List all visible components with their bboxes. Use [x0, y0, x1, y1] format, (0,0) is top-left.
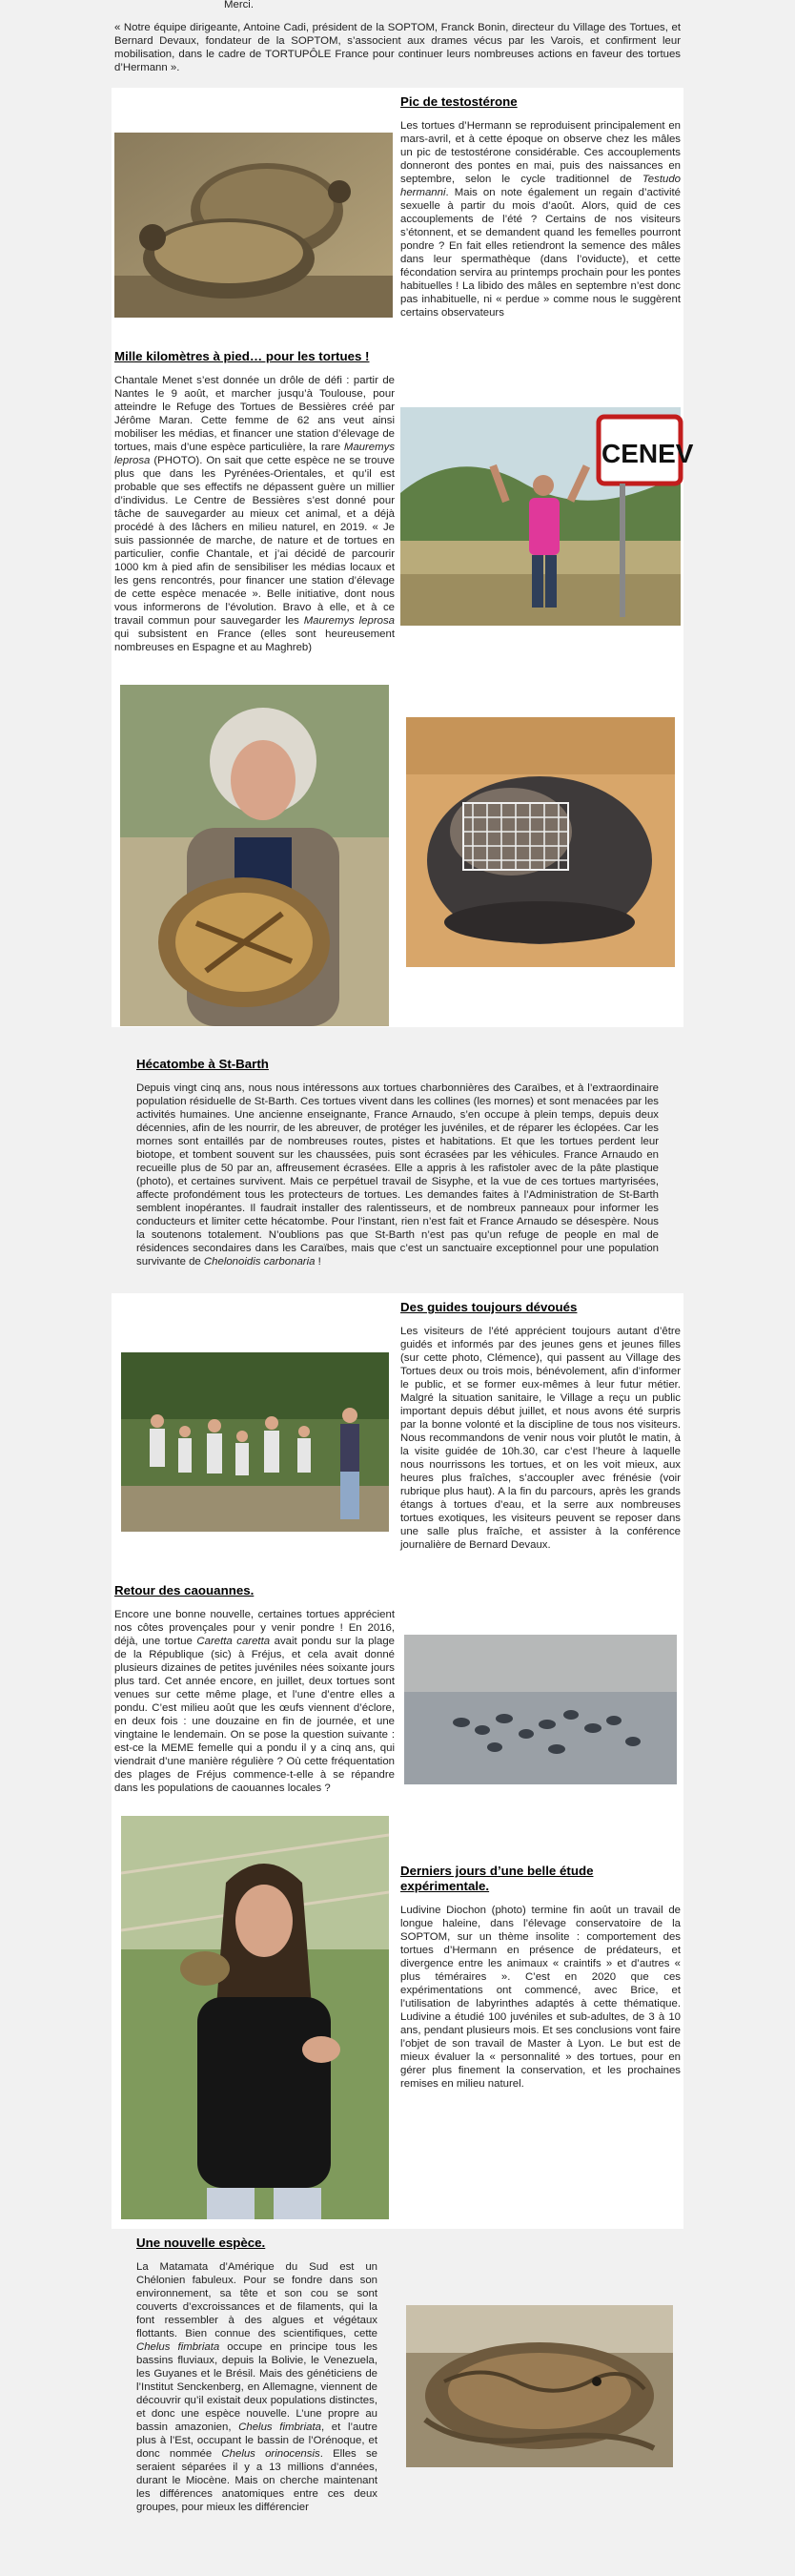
testosterone-article [400, 94, 681, 319]
etude-title: Derniers jours d’une belle étude expérimentale. [400, 1864, 594, 1893]
tortoise-mating-photo [114, 133, 393, 318]
caouannes-title: Retour des caouannes. [114, 1583, 255, 1597]
mille-km-title: Mille kilomètres à pied… pour les tortues ! [114, 349, 370, 363]
species-name: Chelus fimbriata [136, 2341, 220, 2353]
species-name: Mauremys leprosa [114, 442, 396, 466]
hatchlings-beach-photo [404, 1635, 677, 1784]
woman-holding-tortoise-photo [120, 685, 389, 1026]
hecatombe-body: Depuis vingt cinq ans, nous nous intéressons aux tortues charbonnières des Caraïbes, et à l’extraordinaire population résiduelle de St-Barth. Ces tortues vivent dans les collines (les mornes) et sont menacées par les activités humaines. Une ancienne enseignante, France Arnaudo, s’en occupe à plein temps, depuis deux décennies, afin de les nourrir, de les abreuver, de protéger les juvéniles, et de réparer les éclopées. Car les mornes sont entaillés par de nombreuses routes, pistes et habitations. Et que les tortues perdent leur biotope, et tombent souvent sur les chaussées, puis sont écrasées par les véhicules. France Arnaudo en recueille plus de 50 par an, affreusement écrasées. Elle a appris à les rafistoler avec de la pâte plastique (photo), et certaines survivent. Mais ce perpétuel travail de Sisyphe, et la vue de ces tortues martyrisées, affecte profondément tous les protecteurs de tortues. Les demandes faites à l’Administration de St-Barth semblent inopérantes. Il faudrait installer des ralentisseurs, et de nombreux panneaux pour informer les conducteurs et limiter cette hécatombe. Pour l’instant, rien n’est fait et France Arnaudo se désespère. Nous la soutenons totalement. N’oublions pas que St-Barth n’est pas qu’un refuge de people en mal de résidences secondaires dans les Caraïbes, mais que c’est un sanctuaire exceptionnel pour une population survivante de Chelonoidis carbonaria ! [136, 1082, 659, 1267]
merci-text: Merci. [224, 0, 255, 10]
hecatombe-title: Hécatombe à St-Barth [136, 1057, 269, 1071]
walker-sign-photo [400, 407, 694, 626]
guides-title: Des guides toujours dévoués [400, 1300, 578, 1314]
species-name: Mauremys leprosa [303, 615, 395, 627]
guides-article [400, 1300, 681, 1552]
testosterone-title: Pic de testostérone [400, 94, 518, 109]
species-name: Caretta caretta [196, 1636, 271, 1647]
species-name: Testudo hermanni [400, 174, 681, 198]
espece-title: Une nouvelle espèce. [136, 2236, 266, 2250]
researcher-holding-tortoise-photo [121, 1816, 389, 2219]
mille-km-body: Chantale Menet s’est donnée un drôle de défi : partir de Nantes le 9 août, et marcher jusqu’à Toulouse, pour atteindre le Refuge des Tortues de Bessières créé par Jérôme Maran. Cette femme de 62 ans veut ainsi mobiliser les médias, et financer une station d’élevage de tortues, mais d’une espèce particulière, la rare Mauremys leprosa (PHOTO). On sait que cette espèce ne se trouve plus que dans les Pyrénées-Orientales, et qu’il est probable que ses effectifs ne dépassent guère un millier d’individus. Le Centre de Bessières s’est donné pour tâche de sauvegarder au mieux cet animal, et a déjà procédé à des lâchers en milieu naturel, en 2019. « Je suis passionnée de marche, de nature et de tortues en particulier, confie Chantale, et j’ai décidé de parcourir 1000 km à pied afin de sensibiliser les médias locaux et les gens rencontrés, pour financer une station d’élevage de cette espèce menacée ». Belle initiative, dont nous vous informerons de l’évolution. Bravo à elle, et à ce travail commun pour sauvegarder les Mauremys leprosa qui subsistent en France (elles sont heureusement nombreuses en Espagne et au Maghreb) [114, 375, 396, 653]
guided-visit-photo [121, 1352, 389, 1532]
etude-body: Ludivine Diochon (photo) termine fin août un travail de longue haleine, dans l’élevage conservatoire de la SOPTOM, sur un thème insolite : comportement des tortues d’Hermann en présence de prédateurs, et divergence entre les animaux « craintifs » et d’autres « plus téméraires ». C’est en 2020 que ces expérimentations ont commencé, avec Brice, et l’utilisation de labyrinthes adaptés à cette thématique. Ludivine a étudié 100 juvéniles et sub-adultes, de 3 à 10 ans, pendant plusieurs mois. Et ses conclusions vont faire l’objet de son travail de Master à Lyon. Le but est de mieux évaluer la « personnalité » des tortues, pour en gérer plus finement la conservation, et les prochaines remises en milieu naturel. [400, 1905, 681, 2090]
species-name: Chelus orinocensis [221, 2448, 320, 2460]
espece-body: La Matamata d’Amérique du Sud est un Chélonien fabuleux. Pour se fondre dans son environnement, sa tête et son cou se sont couverts d’excroissances et de filaments, qui la font ressembler à des algues et végétaux flottants. Bien connue des scientifiques, cette Chelus fimbriata occupe en principe tous les bassins fluviaux, depuis la Bolivie, le Venezuela, les Guyanes et le Brésil. Mais des généticiens de l’Institut Senckenberg, en Allemagne, viennent de découvrir qu’il existait deux populations distinctes, et donc une espèce nouvelle. L’une propre au bassin amazonien, Chelus fimbriata, et l’autre plus à l’Est, occupant le bassin de l’Orénoque, et donc nommée Chelus orinocensis. Elles se seraient séparées il y a 13 millions d’années, durant le Miocène. Mais on cherche maintenant les différences anatomiques entre ces deux groupes, pour mieux les différencier [136, 2261, 377, 2513]
caouannes-article [114, 1583, 395, 1795]
espece-article [136, 2236, 377, 2514]
species-name: Chelonoidis carbonaria [203, 1256, 316, 1267]
sign-text: CENEV [601, 439, 694, 468]
testosterone-body: Les tortues d’Hermann se reproduisent principalement en mars-avril, et à cette époque on observe chez les mâles un pic de testostérone considérable. Ces accouplements donneront des pontes en mai, puis des naissances en septembre, selon le cycle traditionnel de Testudo hermanni. Mais on note également un regain d’activité sexuelle à partir du mois d’août. Alors, quid de ces accouplements de l’été ? Certains de nos visiteurs s’étonnent, et se demandent quand les femelles pourront pondre ? En fait elles retiendront la semence des mâles dans leur spermathèque (dans l’oviducte), et cette fécondation servira au printemps prochain pour les pontes habituelles ! La libido des mâles en septembre n’est donc pas inhabituelle, ni « perdue » comme nous le suggèrent certains observateurs [400, 120, 681, 319]
matamata-photo [406, 2305, 673, 2467]
mille-km-article [114, 349, 395, 654]
hecatombe-article [136, 1057, 659, 1268]
repaired-shell-photo [406, 717, 675, 967]
intro-paragraph: « Notre équipe dirigeante, Antoine Cadi, président de la SOPTOM, Franck Bonin, directeur du Village des Tortues, et Bernard Devaux, fondateur de la SOPTOM, s’associent aux drames vécus par les Varois, et confirment leur mobilisation, dans le cadre de TORTUPÔLE France pour continuer leurs nombreuses actions en faveur des tortues d’Hermann ». [114, 22, 681, 73]
caouannes-body: Encore une bonne nouvelle, certaines tortues apprécient nos côtes provençales pour y venir pondre ! En 2016, déjà, une tortue Caretta caretta avait pondu sur la plage de la République (sic) à Fréjus, et cela avait donné plusieurs dizaines de petites juvéniles nées soixante jours plus tard. Cet année encore, en juillet, deux tortues sont venues sur cette même plage, et l’une d’entre elles a pondu. C’est milieu août que les œufs viennent d’éclore, en deux fois : une douzaine en fin de journée, et une vingtaine le lendemain. On se pose la question suivante : est-ce la MEME femelle qui a pondu il y a cinq ans, qui viendrait d’une manière régulière ? Où cette fréquentation des plages de Fréjus commence-t-elle à se répandre dans les populations de caouannes locales ? [114, 1609, 395, 1794]
species-name: Chelus fimbriata [238, 2421, 321, 2433]
guides-body: Les visiteurs de l’été apprécient toujours autant d’être guidés et informés par des jeunes gens et jeunes filles (sur cette photo, Clémence), qui passent au Village des Tortues deux ou trois mois, bénévolement, afin d’informer le public, et se former eux-mêmes à leur futur métier. Malgré la situation sanitaire, le Village a reçu un public important depuis début juillet, et nous avons été surpris par la bonne volonté et la discipline de tous nos visiteurs. Nous recommandons de venir nous voir plutôt le matin, à la visite guidée de 10h.30, car c’est l’heure à laquelle nous nourrissons les tortues, et on les voit mieux, aux heures plus fraîches, s’accoupler avec frénésie (voir rubrique plus haut). A la fin du parcours, après les grands étangs à tortues d’eau, et la serre aux nombreuses tortues exotiques, les visiteurs peuvent se reposer dans une salle plus fraîche, et assister à la conférence journalière de Bernard Devaux. [400, 1326, 681, 1551]
etude-article [400, 1864, 681, 2091]
